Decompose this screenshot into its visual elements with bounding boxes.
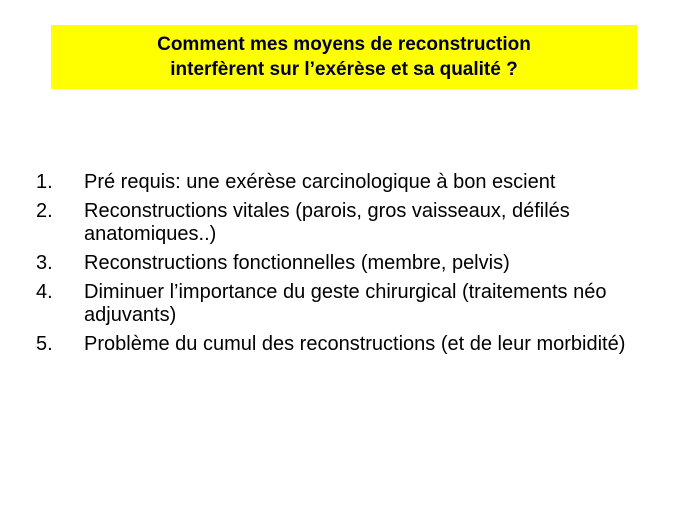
slide-title-line-2: interfèrent sur l’exérèse et sa qualité ? bbox=[170, 59, 518, 80]
numbered-list bbox=[36, 171, 676, 362]
list-item-text: Pré requis: une exérèse carcinologique à bon escient bbox=[84, 171, 556, 193]
list-item bbox=[36, 171, 676, 194]
slide-title-box bbox=[51, 25, 637, 89]
list-item bbox=[36, 252, 676, 275]
list-item-number: 2. bbox=[36, 200, 53, 222]
list-item-number: 3. bbox=[36, 252, 53, 274]
slide-title-line-1: Comment mes moyens de reconstruction bbox=[157, 34, 531, 55]
list-item-number: 5. bbox=[36, 333, 53, 355]
list-item-text: Diminuer l’importance du geste chirurgical (traitements néo adjuvants) bbox=[84, 281, 607, 326]
list-item bbox=[36, 281, 676, 327]
list-item-text: Problème du cumul des reconstructions (et de leur morbidité) bbox=[84, 333, 626, 355]
list-item-number: 4. bbox=[36, 281, 53, 303]
list-item bbox=[36, 333, 676, 356]
list-item-text: Reconstructions vitales (parois, gros vaisseaux, défilés anatomiques..) bbox=[84, 200, 570, 245]
list-item bbox=[36, 200, 676, 246]
list-item-number: 1. bbox=[36, 171, 53, 193]
list-item-text: Reconstructions fonctionnelles (membre, pelvis) bbox=[84, 252, 510, 274]
